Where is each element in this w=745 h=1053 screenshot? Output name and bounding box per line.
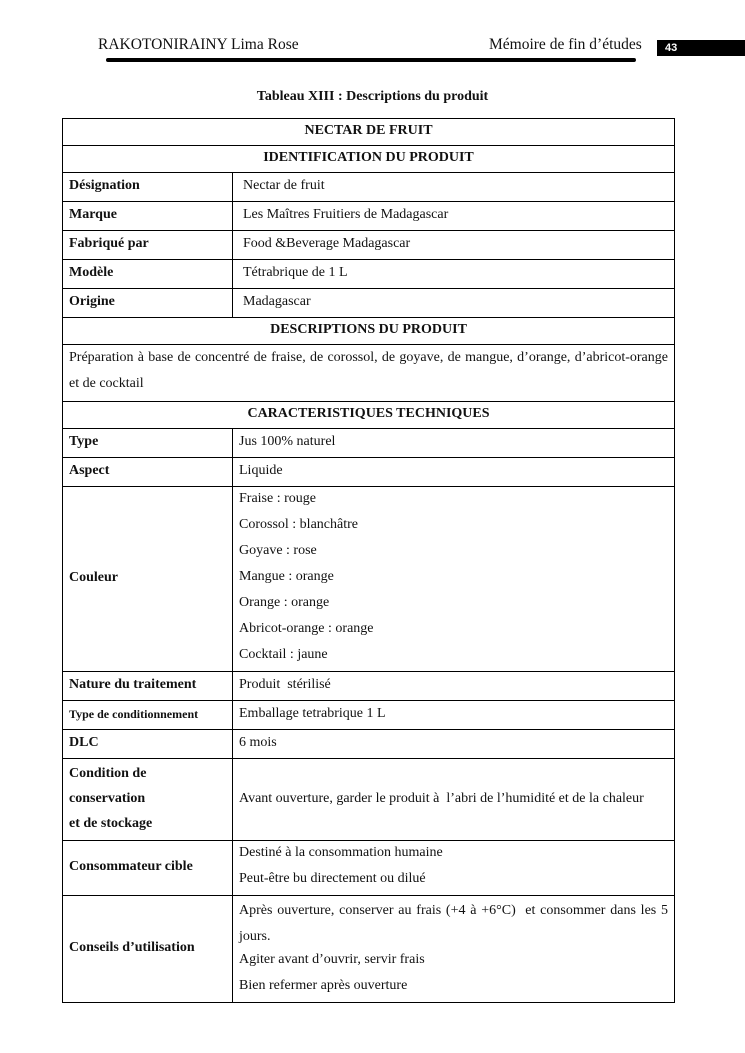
- dlc-label: DLC: [63, 730, 233, 759]
- conseils-values: [233, 896, 675, 1003]
- consommateur-label: Consommateur cible: [63, 841, 233, 896]
- row-label: Marque: [63, 202, 233, 231]
- row-value: Tétrabrique de 1 L: [233, 260, 675, 289]
- caracteristiques-heading: CARACTERISTIQUES TECHNIQUES: [63, 402, 675, 429]
- table-row: [63, 429, 675, 458]
- row-label: Modèle: [63, 260, 233, 289]
- page-header: [0, 0, 745, 70]
- consommateur-values: [233, 841, 675, 896]
- conservation-label-line: et de stockage: [69, 816, 153, 831]
- conditionnement-value: Emballage tetrabrique 1 L: [233, 701, 675, 730]
- couleur-item: Mangue : orange: [239, 569, 334, 584]
- row-value: Nectar de fruit: [233, 173, 675, 202]
- description-text: Préparation à base de concentré de fraise, de corossol, de goyave, de mangue, d’orange, d’abricot-orange et de cocktail: [63, 345, 675, 402]
- table-row: [63, 231, 675, 260]
- row-label: Fabriqué par: [63, 231, 233, 260]
- dlc-value: 6 mois: [233, 730, 675, 759]
- header-rule: [106, 58, 636, 62]
- table-row: [63, 701, 675, 730]
- page-number: 43: [657, 40, 745, 56]
- row-value: Food &Beverage Madagascar: [233, 231, 675, 260]
- product-description-table: [62, 118, 675, 1003]
- couleur-item: Orange : orange: [239, 595, 330, 610]
- document-title: Mémoire de fin d’études: [489, 36, 642, 53]
- table-row: [63, 458, 675, 487]
- table-row: [63, 672, 675, 701]
- conservation-value: Avant ouverture, garder le produit à l’abri de l’humidité et de la chaleur: [233, 759, 675, 841]
- type-value: Jus 100% naturel: [233, 429, 675, 458]
- conservation-label-line: Condition de: [69, 766, 147, 781]
- conservation-label-line: conservation: [69, 791, 146, 806]
- descriptions-heading: DESCRIPTIONS DU PRODUIT: [63, 318, 675, 345]
- conditionnement-label: Type de conditionnement: [63, 701, 233, 730]
- conseils-label: Conseils d’utilisation: [63, 896, 233, 1003]
- table-row: [63, 146, 675, 173]
- couleur-item: Abricot-orange : orange: [239, 621, 374, 636]
- conservation-label: [63, 759, 233, 841]
- traitement-value: Produit stérilisé: [233, 672, 675, 701]
- conseils-item: Agiter avant d’ouvrir, servir frais: [239, 952, 425, 967]
- aspect-label: Aspect: [63, 458, 233, 487]
- identification-heading: IDENTIFICATION DU PRODUIT: [63, 146, 675, 173]
- table-row: [63, 289, 675, 318]
- couleur-item: Cocktail : jaune: [239, 647, 328, 662]
- row-value: Madagascar: [233, 289, 675, 318]
- couleur-label: Couleur: [63, 487, 233, 672]
- table-row: [63, 841, 675, 896]
- row-label: Désignation: [63, 173, 233, 202]
- couleur-values: [233, 487, 675, 672]
- table-row: [63, 119, 675, 146]
- consommateur-item: Peut-être bu directement ou dilué: [239, 871, 426, 886]
- table-row: [63, 202, 675, 231]
- conseils-item: Bien refermer après ouverture: [239, 978, 408, 993]
- traitement-label: Nature du traitement: [63, 672, 233, 701]
- row-value: Les Maîtres Fruitiers de Madagascar: [233, 202, 675, 231]
- conseils-paragraph: Après ouverture, conserver au frais (+4 à +6°C) et consommer dans les 5 jours.: [239, 903, 672, 944]
- table-row: [63, 260, 675, 289]
- table-row: [63, 318, 675, 345]
- couleur-item: Fraise : rouge: [239, 491, 316, 506]
- couleur-item: Corossol : blanchâtre: [239, 517, 358, 532]
- row-label: Origine: [63, 289, 233, 318]
- table-row: [63, 730, 675, 759]
- couleur-item: Goyave : rose: [239, 543, 317, 558]
- table-row: [63, 487, 675, 672]
- consommateur-item: Destiné à la consommation humaine: [239, 845, 443, 860]
- table-row: [63, 402, 675, 429]
- table-row: [63, 759, 675, 841]
- table-row: [63, 345, 675, 402]
- table-caption: Tableau XIII : Descriptions du produit: [256, 89, 489, 104]
- type-label: Type: [63, 429, 233, 458]
- aspect-value: Liquide: [233, 458, 675, 487]
- table-row: [63, 896, 675, 1003]
- product-heading: NECTAR DE FRUIT: [63, 119, 675, 146]
- table-row: [63, 173, 675, 202]
- author-name: RAKOTONIRAINY Lima Rose: [98, 36, 299, 53]
